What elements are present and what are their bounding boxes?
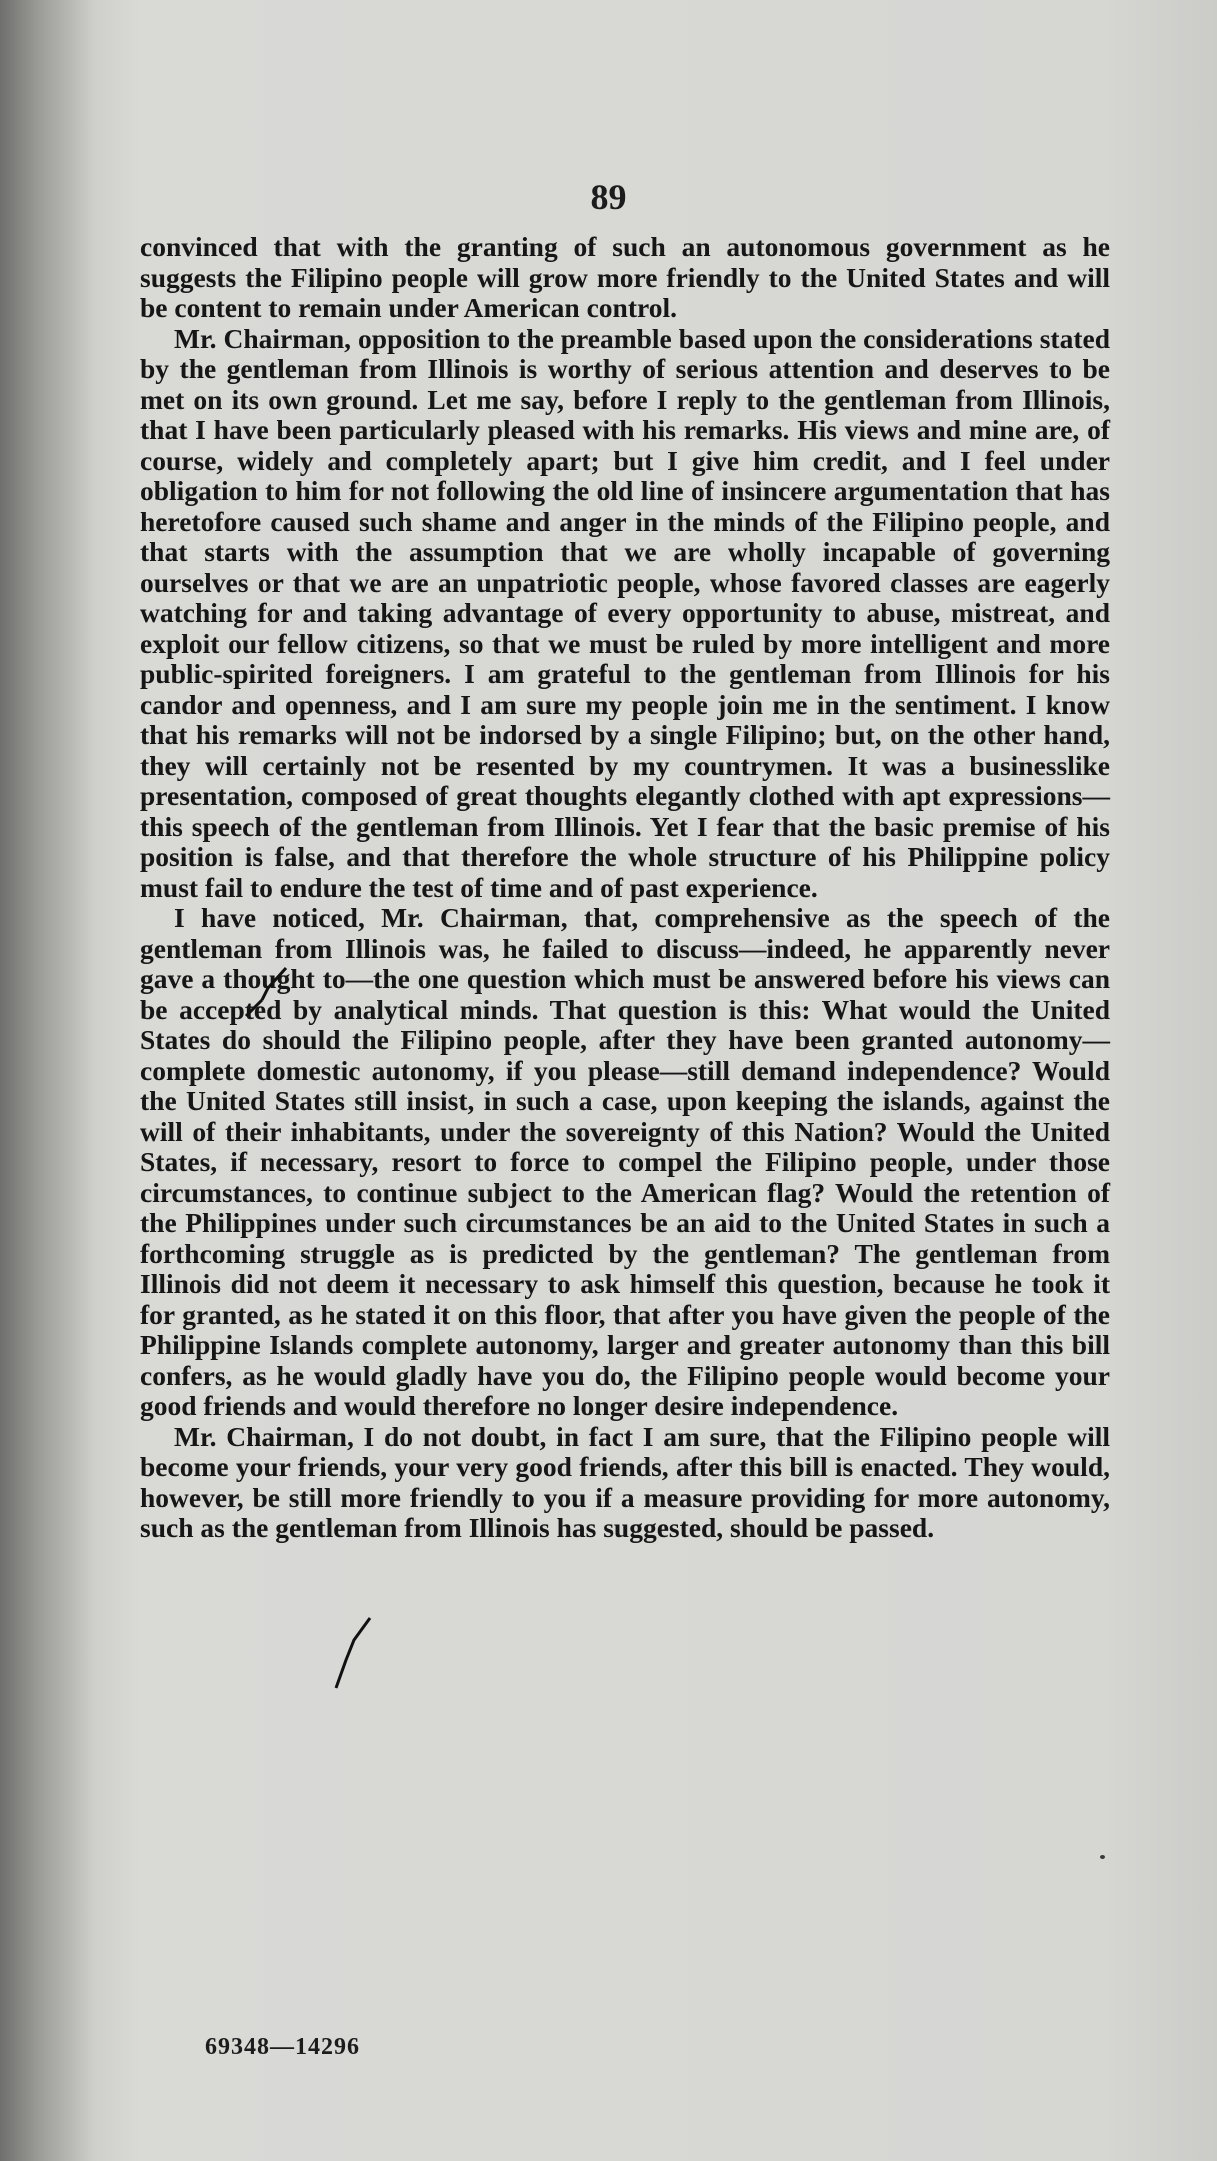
paragraph-continuation: convinced that with the granting of such an autonomous government as he suggests the Filipino people will grow more friendly to the United States and will be content to remain under American control. <box>140 231 1110 323</box>
paragraph-closing: Mr. Chairman, I do not doubt, in fact I am sure, that the Filipino people will become your friends, your very good friends, after this bill is enacted. They would, however, be still more friendly to you if a measure providing for more autonomy, such as the gentleman from Illinois has suggested, should be passed. <box>140 1420 1110 1543</box>
ink-speck <box>1100 1855 1105 1859</box>
paragraph-preamble-opposition: Mr. Chairman, opposition to the preamble based upon the considerations stated by the gentleman from Illinois is worthy of serious attention and deserves to be met on its own ground. Let me say, before I reply to the gentleman from Illinois, that I have been particularly pleased with his remarks. His views and mine are, of course, widely and completely apart; but I give him credit, and I feel under obligation to him for not following the old line of insincere argumentation that has heretofore caused such shame and anger in the minds of the Filipino people, and that starts with the assumption that we are wholly incapable of governing ourselves or that we are an unpatriotic people, whose favored classes are eagerly watching for and taking advantage of every opportunity to abuse, mistreat, and exploit our fellow citizens, so that we must be ruled by more intelligent and more public-spirited foreigners. I am grateful to the gentleman from Illinois for his candor and openness, and I am sure my people join me in the sentiment. I know that his remarks will not be indorsed by a single Filipino; but, on the other hand, they will certainly not be resented by my countrymen. It was a businesslike presentation, composed of great thoughts elegantly clothed with apt expressions—this speech of the gentleman from Illinois. Yet I fear that the basic premise of his position is false, and that therefore the whole structure of his Philippine policy must fail to endure the test of time and of past experience. <box>140 322 1110 903</box>
body-text <box>140 232 1110 1544</box>
print-code: 69348—14296 <box>205 2034 360 2060</box>
pen-checkmark-lower <box>336 1618 370 1688</box>
paragraph-autonomy-question: I have noticed, Mr. Chairman, that, comprehensive as the speech of the gentleman from Illinois was, he failed to discuss—indeed, he apparently never gave a thought to—the one question which must be answered before his views can be accepted by analytical minds. That question is this: What would the United States do should the Filipino people, after they have been granted autonomy—complete domestic autonomy, if you please—still demand independence? Would the United States still insist, in such a case, upon keeping the islands, against the will of their inhabitants, under the sovereignty of this Nation? Would the United States, if necessary, resort to force to compel the Filipino people, under those circumstances, to continue subject to the American flag? Would the retention of the Philippines under such circumstances be an aid to the United States in such a forthcoming struggle as is predicted by the gentleman? The gentleman from Illinois did not deem it necessary to ask himself this question, because he took it for granted, as he stated it on this floor, that after you have given the people of the Philippine Islands complete autonomy, larger and greater autonomy than this bill confers, as he would gladly have you do, the Filipino people would become your good friends and would therefore no longer desire independence. <box>140 902 1110 1421</box>
page-number: 89 <box>590 177 627 217</box>
